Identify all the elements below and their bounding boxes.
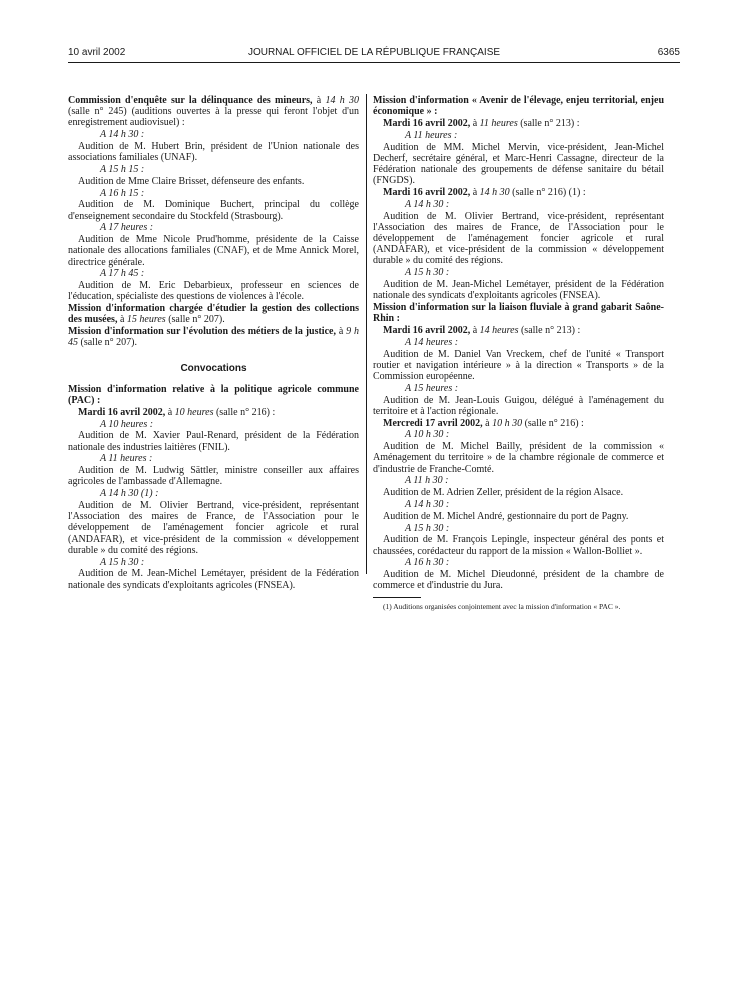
time-slot: A 14 h 30 : [405, 198, 450, 210]
session-date: Mardi 16 avril 2002, à 10 heures (salle n° 216) : [78, 406, 276, 418]
time-slot: A 15 h 30 : [405, 522, 450, 534]
footnote: (1) Auditions organisées conjointement avec la mission d'information « PAC ». [383, 601, 621, 611]
audition-entry: Audition de Mme Nicole Prud'homme, présidente de la Caisse nationale des allocations familiales (CNAF), et de Mme Annick Morel, directrice générale. [68, 234, 359, 268]
time-slot: A 10 heures : [100, 418, 154, 430]
left-column [68, 95, 359, 591]
time-slot: A 11 heures : [405, 129, 458, 141]
mission-elevage-heading: Mission d'information « Avenir de l'élevage, enjeu territorial, enjeu économique » : [373, 95, 664, 118]
audition-entry: Audition de M. Eric Debarbieux, professeur en sciences de l'éducation, spécialiste des questions de violences à l'école. [68, 280, 359, 303]
page-number: 6365 [657, 47, 680, 58]
session-date: Mardi 16 avril 2002, à 14 heures (salle n° 213) : [383, 325, 581, 336]
audition-entry: Audition de M. Michel Bailly, président de la commission « Aménagement du territoire » de la chambre régionale de commerce et d'industrie de Franche-Comté. [373, 441, 664, 475]
time-slot: A 17 heures : [100, 222, 154, 234]
audition-entry: Audition de M. Ludwig Sättler, ministre conseiller aux affaires agricoles de l'ambassade d'Allemagne. [68, 465, 359, 488]
audition-entry: Audition de M. Dominique Buchert, principal du collège d'enseignement secondaire du Stockfeld (Strasbourg). [68, 199, 359, 222]
mission-musees-heading: Mission d'information chargée d'étudier la gestion des collections des musées, à 15 heures (salle n° 207). [68, 303, 359, 326]
time-slot: A 15 h 30 : [100, 556, 145, 568]
session-date: Mardi 16 avril 2002, à 14 h 30 (salle n° 216) (1) : [383, 187, 586, 198]
audition-entry: Audition de MM. Michel Mervin, vice-président, Jean-Michel Decherf, secrétaire général, et Marc-Henri Cassagne, directeur de la Fédération nationale des groupements de défense sanitaire du bétail (FNGDS). [373, 141, 664, 187]
audition-entry: Audition de M. Michel Dieudonné, président de la chambre de commerce et d'industrie du Jura. [373, 569, 664, 592]
audition-entry: Audition de M. Jean-Michel Lemétayer, président de la Fédération nationale des syndicats d'exploitants agricoles (FNSEA). [68, 568, 359, 591]
mission-justice-heading: Mission d'information sur l'évolution des métiers de la justice, à 9 h 45 (salle n° 207). [68, 326, 359, 349]
commission-delinquance-heading: Commission d'enquête sur la délinquance des mineurs, à 14 h 30 (salle n° 245) (auditions ouvertes à la presse qui feront l'objet d'un enregistrement audiovisuel) : [68, 95, 360, 129]
time-slot: A 11 h 30 : [405, 475, 449, 487]
convocations-heading: Convocations [180, 362, 247, 374]
time-slot: A 17 h 45 : [100, 268, 145, 280]
time-slot: A 14 heures : [405, 336, 459, 348]
time-slot: A 14 h 30 (1) : [100, 488, 159, 500]
time-slot: A 10 h 30 : [405, 429, 450, 441]
time-slot: A 11 heures : [100, 453, 153, 465]
right-column [373, 95, 664, 611]
page-header [68, 47, 680, 61]
time-slot: A 15 h 15 : [100, 164, 145, 175]
audition-entry: Audition de M. François Lepingle, inspecteur général des ponts et chaussées, corédacteur du rapport de la mission « Wallon-Bolliet ». [373, 534, 664, 557]
header-rule [68, 62, 680, 63]
audition-entry: Audition de M. Daniel Van Vreckem, chef de l'unité « Transport routier et navigation intérieure » à la direction « Transports » de la Commission européenne. [373, 348, 664, 382]
mission-pac-heading: Mission d'information relative à la politique agricole commune (PAC) : [68, 383, 359, 406]
audition-entry: Audition de Mme Claire Brisset, défenseure des enfants. [78, 175, 305, 187]
time-slot: A 16 h 15 : [100, 187, 145, 199]
audition-entry: Audition de M. Adrien Zeller, président de la région Alsace. [383, 487, 624, 499]
time-slot: A 15 h 30 : [405, 267, 450, 279]
audition-entry: Audition de M. Olivier Bertrand, vice-président, représentant l'Association des maires de France, de l'Association pour le développement de l'aménagement foncier agricole et rural (ANDAFAR), et vice-président de la commission « développement durable » du comité des régions. [373, 210, 664, 267]
audition-entry: Audition de M. Michel André, gestionnaire du port de Pagny. [383, 510, 629, 522]
session-date: Mercredi 17 avril 2002, à 10 h 30 (salle n° 216) : [383, 417, 584, 429]
time-slot: A 14 h 30 : [405, 498, 450, 510]
column-separator [366, 94, 367, 574]
session-date: Mardi 16 avril 2002, à 11 heures (salle n° 213) : [383, 118, 580, 129]
audition-entry: Audition de M. Jean-Louis Guigou, délégué à l'aménagement du territoire et à l'action régionale. [373, 394, 664, 417]
footnote-rule [373, 597, 421, 598]
journal-title: JOURNAL OFFICIEL DE LA RÉPUBLIQUE FRANÇAISE [247, 47, 501, 58]
audition-entry: Audition de M. Hubert Brin, président de l'Union nationale des associations familiales (UNAF). [68, 141, 359, 164]
time-slot: A 16 h 30 : [405, 557, 450, 569]
time-slot: A 14 h 30 : [100, 129, 145, 141]
mission-fluviale-heading: Mission d'information sur la liaison fluviale à grand gabarit Saône-Rhin : [373, 302, 664, 325]
audition-entry: Audition de M. Jean-Michel Lemétayer, président de la Fédération nationale des syndicats d'exploitants agricoles (FNSEA). [373, 279, 664, 302]
time-slot: A 15 heures : [405, 382, 459, 394]
audition-entry: Audition de M. Olivier Bertrand, vice-président, représentant l'Association des maires de France, de l'Association pour le développement de l'aménagement foncier agricole et rural (ANDAFAR), et vice-président de la commission « développement durable » du comité des régions. [68, 499, 359, 556]
audition-entry: Audition de M. Xavier Paul-Renard, président de la Fédération nationale des industries laitières (FNIL). [68, 430, 359, 453]
issue-date: 10 avril 2002 [68, 47, 126, 58]
